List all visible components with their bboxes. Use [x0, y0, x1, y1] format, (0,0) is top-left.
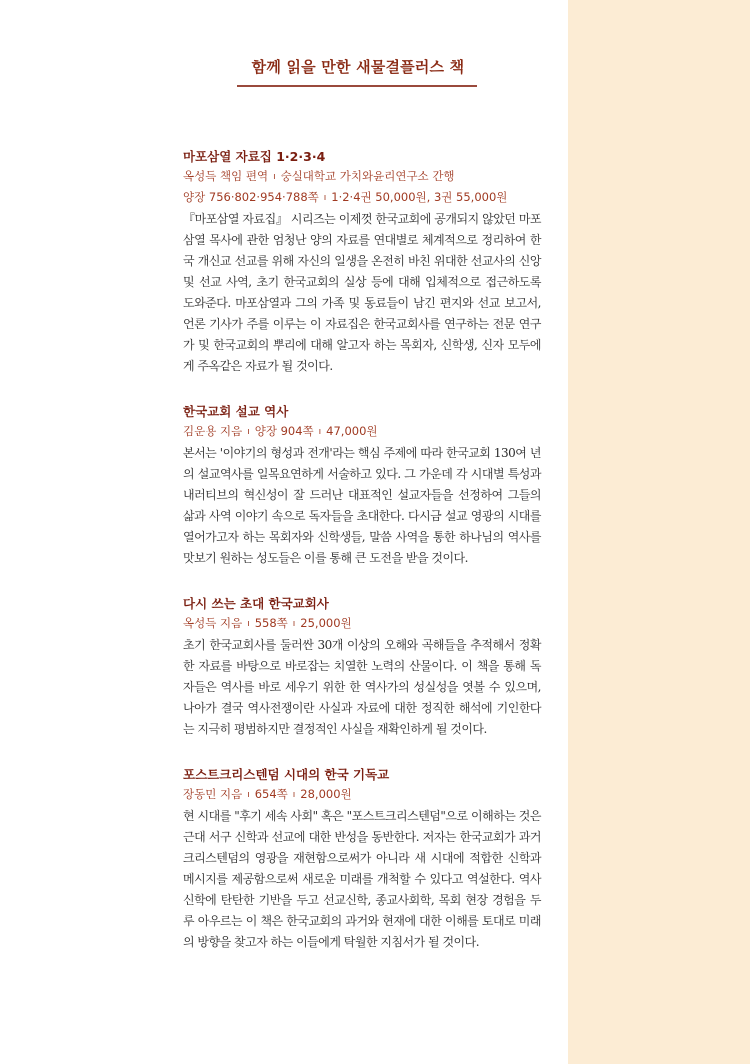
book-pages: 양장 756·802·954·788쪽 [183, 190, 319, 204]
book-author: 김운용 지음 [183, 424, 243, 438]
book-description: 초기 한국교회사를 둘러싼 30개 이상의 오해와 곡해들을 추적해서 정확한 자료를 바탕으로 바로잡는 치열한 노력의 산물이다. 이 책을 통해 독자들은 역사를 바로 세우기 위한 한 역사가의 성실성을 엿볼 수 있으며, 나아가 결국 역사전쟁이란 사실과 자료에 대한 정직한 해석에 기인한다는 지극히 평범하지만 결정적인 사실을 재확인하게 될 것이다. [183, 638, 541, 736]
book-pages: 558쪽 [254, 616, 288, 630]
book-list [183, 148, 541, 979]
separator-icon: ı [318, 427, 322, 437]
book-meta [183, 166, 541, 187]
separator-icon: ı [273, 172, 276, 182]
book-meta [183, 421, 541, 442]
book-price: 28,000원 [300, 787, 352, 801]
side-band [568, 0, 750, 1064]
book-meta [183, 187, 541, 208]
book-entry [183, 766, 541, 953]
page-title: 함께 읽을 만한 새물결플러스 책 [251, 58, 465, 76]
book-description: 『마포삼열 자료집』 시리즈는 이제껏 한국교회에 공개되지 않았던 마포삼열 목사에 관한 엄청난 양의 자료를 연대별로 체계적으로 정리하여 한국 개신교 선교를 위해 자신의 일생을 온전히 바친 위대한 선교사의 신앙 및 선교 사역, 초기 한국교회의 실상 등에 대해 입체적으로 접근하도록 도와준다. 마포삼열과 그의 가족 및 동료들이 남긴 편지와 선교 보고서, 언론 기사가 주를 이루는 이 자료집은 한국교회사를 연구하는 전문 연구가 및 한국교회의 뿌리에 대해 알고자 하는 목회자, 신학생, 신자 모두에게 주옥같은 자료가 될 것이다. [183, 212, 541, 373]
book-title: 포스트크리스텐덤 시대의 한국 기독교 [183, 767, 390, 782]
book-title: 다시 쓰는 초대 한국교회사 [183, 596, 329, 611]
separator-icon: ı [292, 790, 296, 800]
book-author: 옥성득 지음 [183, 616, 243, 630]
book-publisher: 숭실대학교 가치와윤리연구소 간행 [280, 169, 455, 183]
book-price: 1·2·4권 50,000원, 3권 55,000원 [331, 190, 508, 204]
separator-icon: ı [323, 193, 327, 203]
book-price: 25,000원 [300, 616, 352, 630]
book-title: 한국교회 설교 역사 [183, 404, 289, 419]
book-author: 장동민 지음 [183, 787, 243, 801]
book-entry [183, 403, 541, 569]
book-entry [183, 595, 541, 740]
book-entry [183, 148, 541, 377]
book-title: 마포삼열 자료집 1·2·3·4 [183, 149, 326, 164]
book-author: 옥성득 책임 편역 [183, 169, 269, 183]
book-price: 47,000원 [326, 424, 378, 438]
separator-icon: ı [292, 619, 296, 629]
book-pages: 654쪽 [254, 787, 288, 801]
book-meta [183, 784, 541, 805]
separator-icon: ı [247, 619, 250, 629]
book-pages: 양장 904쪽 [254, 424, 314, 438]
title-divider [237, 85, 477, 87]
book-description: 본서는 '이야기의 형성과 전개'라는 핵심 주제에 따라 한국교회 130여 년의 설교역사를 일목요연하게 서술하고 있다. 그 가운데 각 시대별 특성과 내러티브의 혁신성이 잘 드러난 대표적인 설교자들을 선정하여 그들의 삶과 사역 이야기 속으로 독자들을 초대한다. 다시금 설교 영광의 시대를 열어가고자 하는 목회자와 신학생들, 말씀 사역을 통한 하나님의 역사를 맛보기 원하는 성도들은 이를 통해 큰 도전을 받을 것이다. [183, 446, 541, 565]
book-description: 현 시대를 "후기 세속 사회" 혹은 "포스트크리스텐덤"으로 이해하는 것은 근대 서구 신학과 선교에 대한 반성을 동반한다. 저자는 한국교회가 과거 크리스텐덤의 영광을 재현함으로써가 아니라 새 시대에 적합한 신학과 메시지를 제공함으로써 새로운 미래를 개척할 수 있다고 역설한다. 역사신학에 탄탄한 기반을 두고 선교신학, 종교사회학, 목회 현장 경험을 두루 아우르는 이 책은 한국교회의 과거와 현재에 대한 이해를 토대로 미래의 방향을 찾고자 하는 이들에게 탁월한 지침서가 될 것이다. [183, 809, 541, 949]
book-meta [183, 613, 541, 634]
separator-icon: ı [247, 790, 250, 800]
separator-icon: ı [247, 427, 250, 437]
